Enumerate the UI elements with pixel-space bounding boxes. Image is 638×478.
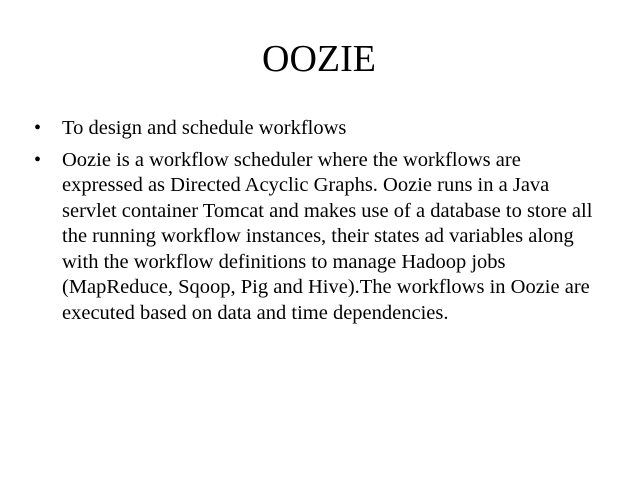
bullet-text: Oozie is a workflow scheduler where the workflows are expressed as Directed Acyclic Graphs. Oozie runs in a Java servlet container Tomcat and makes use of a database to store all the running workflow instances, their states ad variables along with the workflow definitions to manage Hadoop jobs (MapReduce, Sqoop, Pig and Hive).The workflows in Oozie are executed based on data and time dependencies. (62, 148, 593, 324)
slide-title: OOZIE (262, 38, 376, 80)
bullet-item-design-schedule (32, 116, 602, 142)
bullet-icon: • (34, 148, 42, 171)
bullet-text: To design and schedule workflows (62, 117, 347, 139)
bullet-icon: • (34, 117, 42, 139)
bullet-item-oozie-description (32, 148, 602, 327)
bullet-list (32, 116, 602, 332)
